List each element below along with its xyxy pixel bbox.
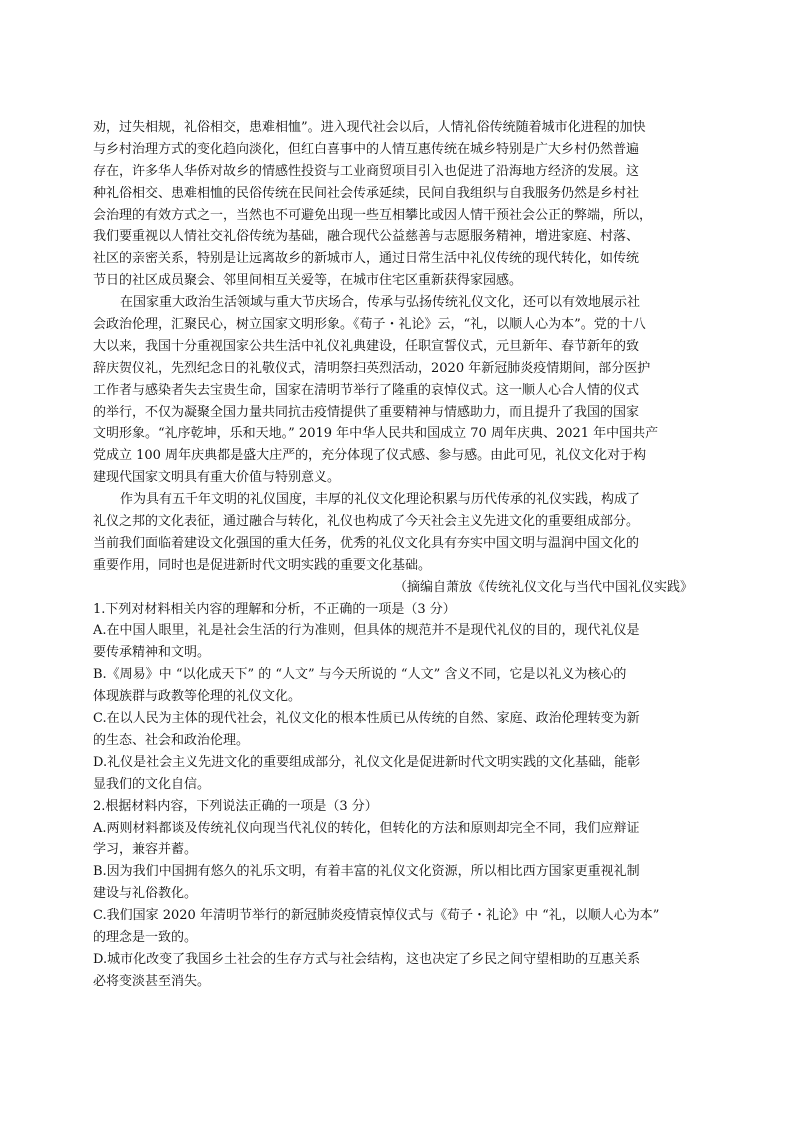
text-line: 文明形象。“礼序乾坤，乐和天地。” 2019 年中华人民共和国成立 70 周年庆典、2021 年中国共产 (93, 426, 659, 442)
option-text: B.《周易》中 “以化成天下” 的 “人文” 与今天所说的 “人文” 含义不同，它是以礼义为核心的 (93, 667, 627, 683)
text-line: 与乡村治理方式的变化趋向淡化，但红白喜事中的人情互惠传统在城乡特别是广大乡村仍然普遍 (93, 141, 640, 157)
text-line: 辞庆贺仪礼，先烈纪念日的礼敬仪式，清明祭扫英烈活动，2020 年新冠肺炎疫情期间，部分医护 (93, 360, 651, 376)
passage-paragraph-3 (93, 489, 693, 577)
question-stem: 1.下列对材料相关内容的理解和分析，不正确的一项是（3 分） (93, 601, 456, 617)
option-text: 建设与礼俗教化。 (93, 886, 198, 902)
text-line: 会政治伦理，汇聚民心，树立国家文明形象。《荀子・礼论》云，“礼，以顺人心为本”。党的十八 (93, 317, 646, 333)
text-line: 工作者与感染者失去宝贵生命，国家在清明节举行了隆重的哀悼仪式。这一顺人心合人情的仪式 (93, 382, 640, 398)
option-text: 必将变淡甚至消失。 (93, 973, 211, 989)
option-text: 要传承精神和文明。 (93, 645, 211, 661)
option-text: C.在以人民为主体的现代社会，礼仪文化的根本性质已从传统的自然、家庭、政治伦理转变为新 (93, 711, 640, 727)
option-c[interactable] (93, 905, 693, 949)
option-text: 的生态、社会和政治伦理。 (93, 732, 250, 748)
option-text: A.在中国人眼里，礼是社会生活的行为准则，但具体的规范并不是现代礼仪的目的，现代礼仪是 (93, 623, 640, 639)
option-a[interactable] (93, 620, 693, 664)
option-text: 的理念是一致的。 (93, 929, 198, 945)
option-text: C.我们国家 2020 年清明节举行的新冠肺炎疫情哀悼仪式与《荀子・礼论》中 “礼，以顺人心为本” (93, 908, 660, 924)
option-text: 体现族群与政教等伦理的礼仪文化。 (93, 689, 302, 705)
option-text: 学习，兼容并蓄。 (93, 842, 198, 858)
text-line: 社区的亲密关系，特别是让远离故乡的新城市人，通过日常生活中礼仪传统的现代转化，如传统 (93, 251, 640, 267)
option-text: B.因为我们中国拥有悠久的礼乐文明，有着丰富的礼仪文化资源，所以相比西方国家更重视礼制 (93, 864, 640, 880)
text-line: 在国家重大政治生活领域与重大节庆场合，传承与弘扬传统礼仪文化，还可以有效地展示社 (120, 295, 641, 311)
option-text: D.礼仪是社会主义先进文化的重要组成部分，礼仪文化是促进新时代文明实践的文化基础，能彰 (93, 754, 641, 770)
text-line: 当前我们面临着建设文化强国的重大任务，优秀的礼仪文化具有夯实中国文明与温润中国文化的 (93, 535, 640, 551)
option-d[interactable] (93, 949, 693, 993)
document-page (93, 117, 693, 993)
text-line: 劝，过失相规，礼俗相交，患难相恤”。进入现代社会以后，人情礼俗传统随着城市化进程的加快 (93, 120, 646, 135)
option-text: A.两则材料都谈及传统礼仪向现当代礼仪的转化，但转化的方法和原则却完全不同，我们应辩证 (93, 820, 640, 836)
text-line: 党成立 100 周年庆典都是盛大庄严的，充分体现了仪式感、参与感。由此可见，礼仪文化对于构 (93, 448, 647, 464)
question-1 (93, 599, 693, 796)
text-line: 建现代国家文明具有重大价值与特别意义。 (93, 470, 341, 486)
text-line: 存在，许多华人华侨对故乡的情感性投资与工业商贸项目引入也促进了沿海地方经济的发展。这 (93, 163, 640, 179)
text-line: 会治理的有效方式之一，当然也不可避免出现一些互相攀比或因人情干预社会公正的弊端，所以， (93, 207, 653, 223)
text-line: 我们要重视以人情社交礼俗传统为基础，融合现代公益慈善与志愿服务精神，增进家庭、村落、 (93, 229, 640, 245)
option-b[interactable] (93, 861, 693, 905)
text-line: 节日的社区成员聚会、邻里间相互关爱等，在城市住宅区重新获得家园感。 (93, 273, 523, 289)
option-text: D.城市化改变了我国乡土社会的生存方式与社会结构，这也决定了乡民之间守望相助的互惠关系 (93, 951, 641, 967)
option-d[interactable] (93, 752, 693, 796)
option-text: 显我们的文化自信。 (93, 776, 211, 792)
option-a[interactable] (93, 818, 693, 862)
source-citation: （摘编自萧放《传统礼仪文化与当代中国礼仪实践》 (393, 579, 693, 595)
text-line: 种礼俗相交、患难相恤的民俗传统在民间社会传承延续，民间自我组织与自我服务仍然是乡村社 (93, 185, 640, 201)
text-line: 重要作用，同时也是促进新时代文明实践的重要文化基础。 (93, 557, 432, 573)
text-line: 礼仪之邦的文化表征，通过融合与转化，礼仪也构成了今天社会主义先进文化的重要组成部分。 (93, 514, 640, 530)
question-2 (93, 796, 693, 993)
question-stem: 2.根据材料内容，下列说法正确的一项是（3 分） (93, 798, 378, 814)
passage-paragraph-1 (93, 117, 693, 292)
passage-paragraph-2 (93, 292, 693, 489)
text-line: 作为具有五千年文明的礼仪国度，丰厚的礼仪文化理论积累与历代传承的礼仪实践，构成了 (120, 492, 641, 508)
text-line: 大以来，我国十分重视国家公共生活中礼仪礼典建设，任职宣誓仪式，元旦新年、春节新年的致 (93, 338, 640, 354)
text-line: 的举行，不仅为凝聚全国力量共同抗击疫情提供了重要精神与情感助力，而且提升了我国的国家 (93, 404, 640, 420)
option-b[interactable] (93, 664, 693, 708)
option-c[interactable] (93, 708, 693, 752)
